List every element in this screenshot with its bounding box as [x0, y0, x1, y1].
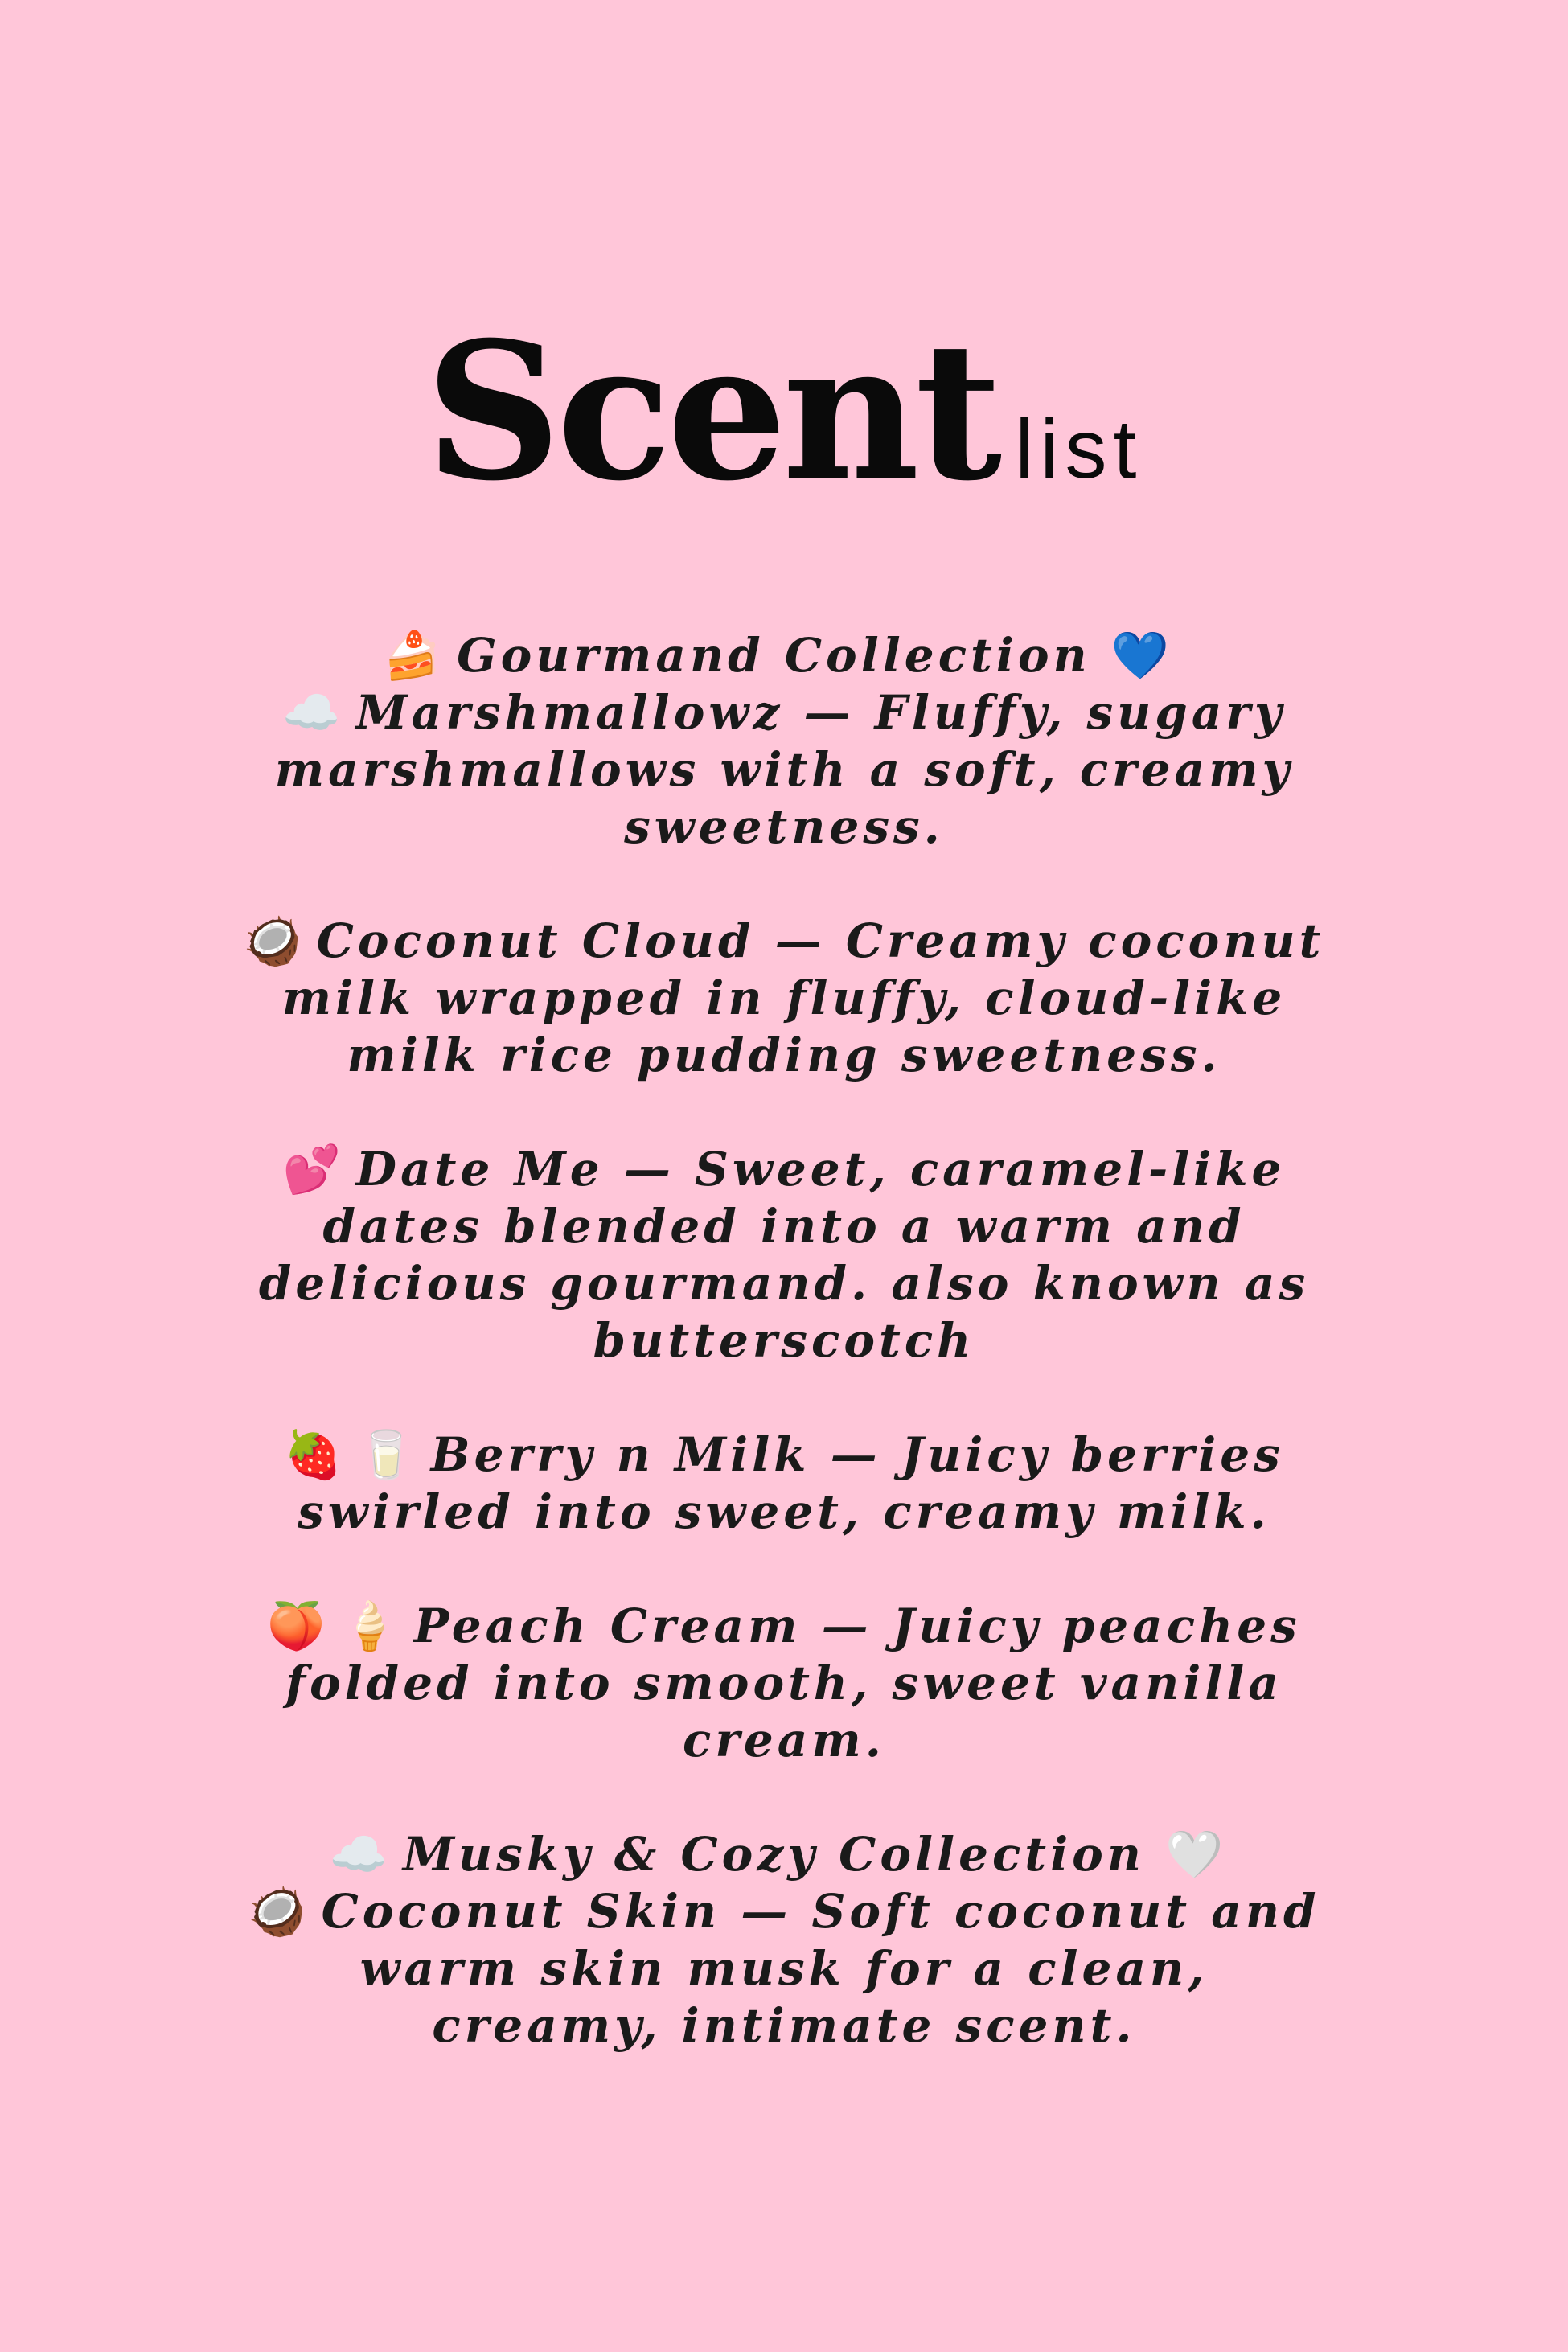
page-title — [0, 301, 1568, 523]
blue-heart-icon: 💙 — [1110, 628, 1174, 683]
scent-block-peach-cream — [241, 1598, 1327, 1769]
strawberry-icon: 🍓 — [284, 1427, 347, 1482]
collection-heading-text: Musky & Cozy Collection — [402, 1827, 1145, 1882]
scent-block-berry-n-milk — [241, 1426, 1327, 1541]
scent-text-date-me: Date Me — Sweet, caramel-like dates blended into a warm and delicious gourmand. also known as butterscotch — [258, 1142, 1310, 1368]
scent-block-coconut-cloud — [241, 913, 1327, 1084]
title-main: Scent — [425, 301, 998, 523]
scent-text-peach-cream: Peach Cream — Juicy peaches folded into smooth, sweet vanilla cream. — [285, 1599, 1301, 1767]
scent-text-coconut-cloud: Coconut Cloud — Creamy coconut milk wrapped in fluffy, cloud-like milk rice pudding sweetness. — [281, 913, 1325, 1082]
white-heart-icon: 🤍 — [1165, 1827, 1228, 1882]
scent-list — [241, 627, 1327, 2112]
scent-block-coconut-skin — [241, 1826, 1327, 2054]
collection-heading-text: Gourmand Collection — [457, 628, 1091, 683]
peach-icon: 🍑 — [267, 1599, 330, 1653]
title-sub: list — [1015, 403, 1143, 496]
two-hearts-icon: 💕 — [282, 1142, 345, 1197]
coconut-icon: 🥥 — [248, 1884, 310, 1939]
coconut-icon: 🥥 — [243, 913, 306, 968]
scent-text-berry-n-milk: Berry n Milk — Juicy berries swirled into sweet, creamy milk. — [298, 1427, 1284, 1539]
scent-text-marshmallowz: Marshmallowz — Fluffy, sugary marshmallows with a soft, creamy sweetness. — [274, 685, 1294, 854]
cake-icon: 🍰 — [383, 628, 446, 683]
scent-block-marshmallowz — [241, 627, 1327, 856]
cloud-icon: ☁️ — [329, 1827, 392, 1882]
milk-glass-icon: 🥛 — [357, 1427, 420, 1482]
collection-heading-gourmand — [241, 627, 1327, 684]
scent-text-coconut-skin: Coconut Skin — Soft coconut and warm skin musk for a clean, creamy, intimate scent. — [321, 1884, 1320, 2053]
cloud-icon: ☁️ — [282, 685, 345, 740]
collection-heading-musky-cozy — [241, 1826, 1327, 1883]
scent-block-date-me — [241, 1141, 1327, 1369]
soft-ice-cream-icon: 🍦 — [340, 1599, 403, 1653]
